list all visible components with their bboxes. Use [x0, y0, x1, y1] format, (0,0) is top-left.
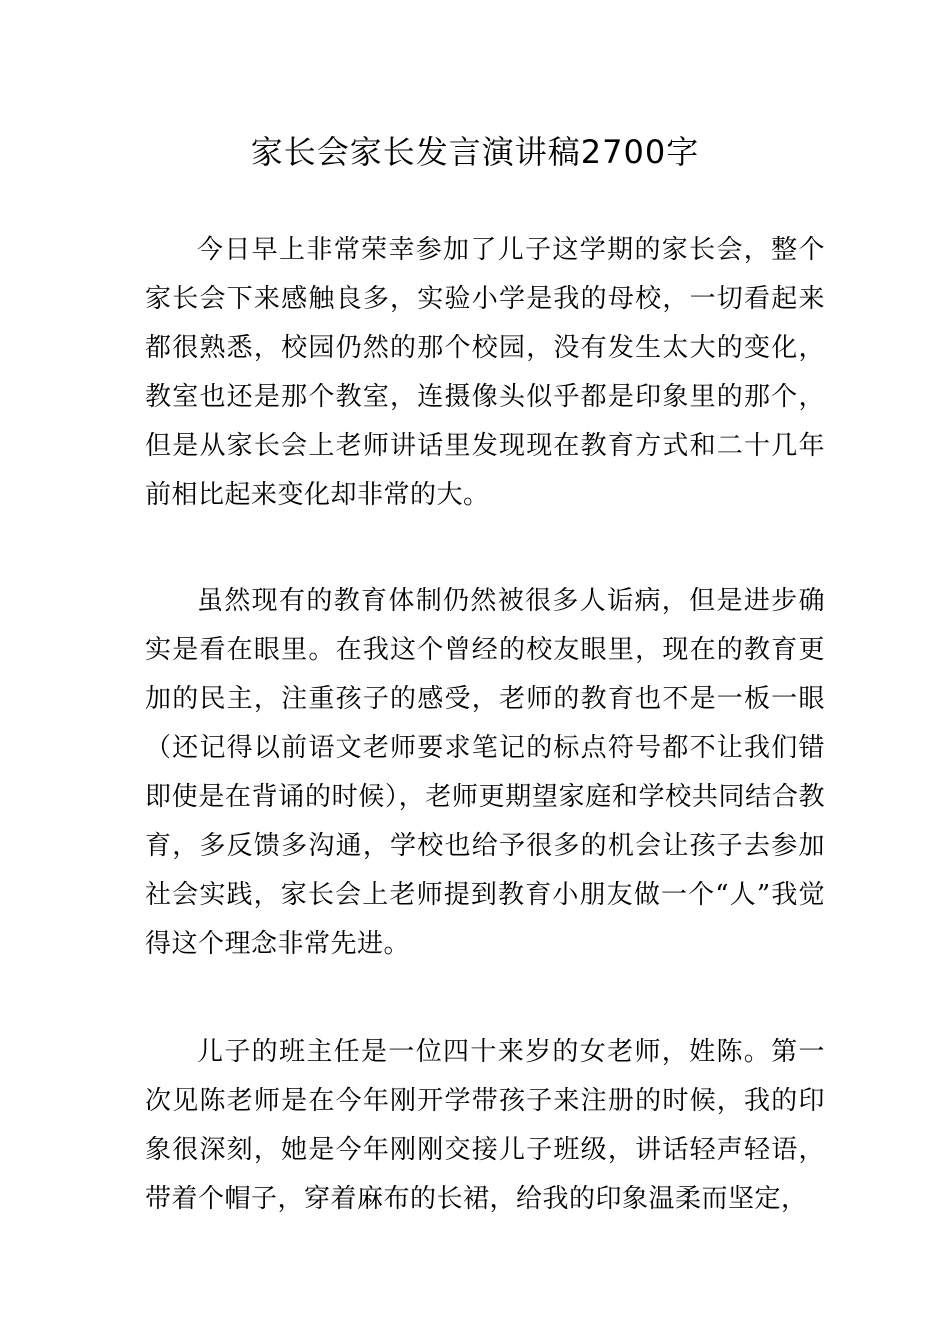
paragraph-1: 今日早上非常荣幸参加了儿子这学期的家长会，整个家长会下来感触良多，实验小学是我的母校，一切看起来都很熟悉，校园仍然的那个校园，没有发生太大的变化，教室也还是那个教室，连摄像头似乎都是印象里的那个，但是从家长会上老师讲话里发现现在教育方式和二十几年前相比起来变化却非常的大。: [145, 235, 825, 510]
paragraph-3: 儿子的班主任是一位四十来岁的女老师，姓陈。第一次见陈老师是在今年刚开学带孩子来注册的时候，我的印象很深刻，她是今年刚刚交接儿子班级，讲话轻声轻语，带着个帽子，穿着麻布的长裙，给我的印象温柔而坚定，: [145, 1037, 825, 1214]
document-title: 家长会家长发言演讲稿2700字: [250, 133, 700, 171]
paragraph-2: 虽然现有的教育体制仍然被很多人诟病，但是进步确实是看在眼里。在我这个曾经的校友眼里，现在的教育更加的民主，注重孩子的感受，老师的教育也不是一板一眼（还记得以前语文老师要求笔记的标点符号都不让我们错即使是在背诵的时候），老师更期望家庭和学校共同结合教育，多反馈多沟通，学校也给予很多的机会让孩子去参加社会实践，家长会上老师提到教育小朋友做一个“人”我觉得这个理念非常先进。: [145, 586, 825, 959]
